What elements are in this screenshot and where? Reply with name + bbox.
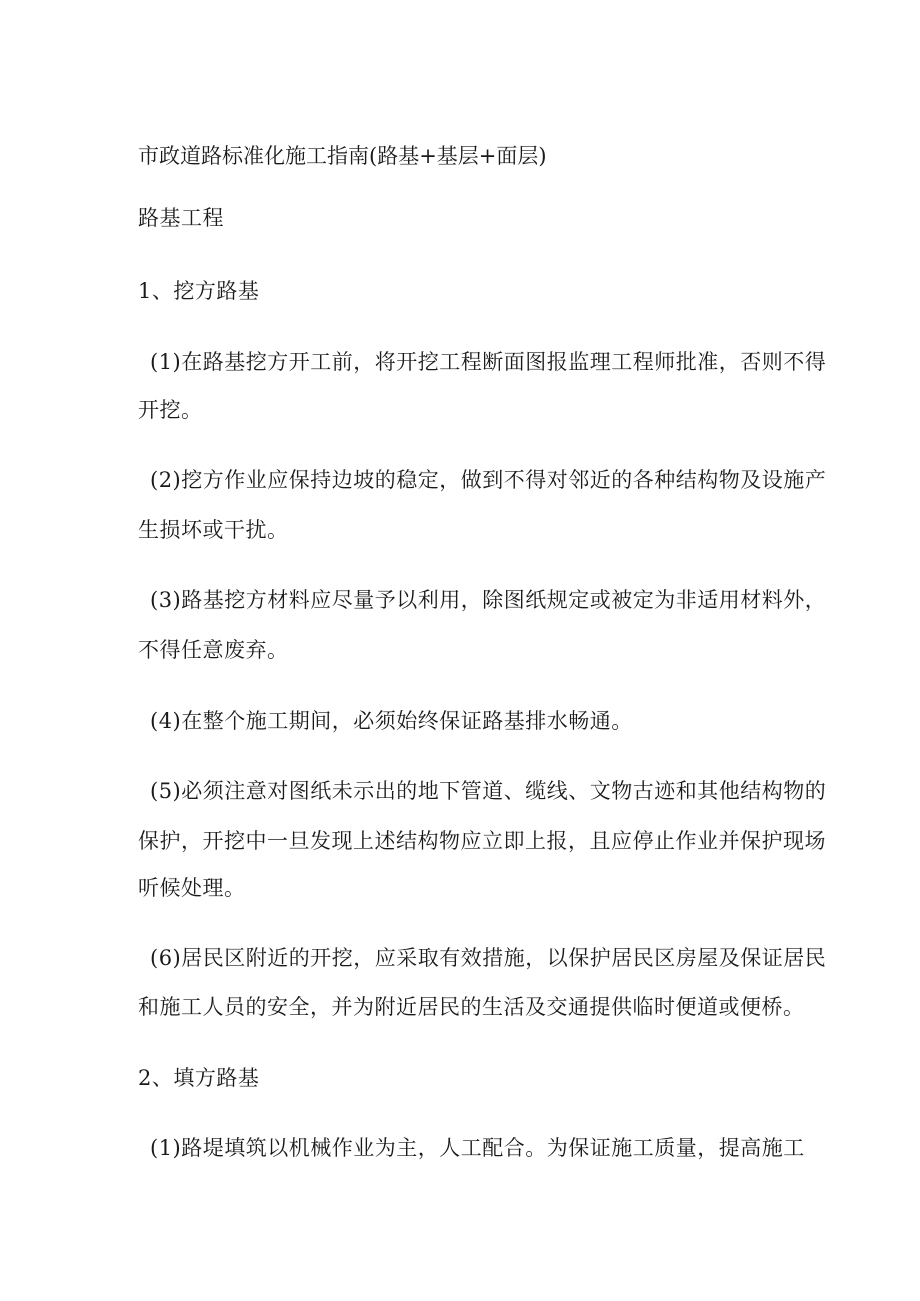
paragraph-6-line-2: 和施工人员的安全，并为附近居民的生活及交通提供临时便道或便桥。 xyxy=(138,995,805,1019)
subsection-heading-1: 1、挖方路基 xyxy=(138,279,260,303)
paragraph-1-line-1: (1)在路基挖方开工前，将开挖工程断面图报监理工程师批准，否则不得 xyxy=(150,350,827,374)
paragraph-6-line-1: (6)居民区附近的开挖，应采取有效措施，以保护居民区房屋及保证居民 xyxy=(150,946,827,970)
paragraph-2-line-1: (2)挖方作业应保持边坡的稳定，做到不得对邻近的各种结构物及设施产 xyxy=(150,468,827,492)
paragraph-3-line-2: 不得任意废弃。 xyxy=(138,638,289,662)
paragraph-5-line-3: 听候处理。 xyxy=(138,876,246,900)
paragraph-7-line-1: (1)路堤填筑以机械作业为主，人工配合。为保证施工质量，提高施工 xyxy=(150,1136,805,1160)
paragraph-3-line-1: (3)路基挖方材料应尽量予以利用，除图纸规定或被定为非适用材料外， xyxy=(150,588,827,612)
paragraph-2-line-2: 生损坏或干扰。 xyxy=(138,518,289,542)
subsection-heading-2: 2、填方路基 xyxy=(138,1066,260,1090)
paragraph-1-line-2: 开挖。 xyxy=(138,398,203,422)
document-title: 市政道路标准化施工指南(路基+基层+面层) xyxy=(138,144,547,168)
paragraph-5-line-1: (5)必须注意对图纸未示出的地下管道、缆线、文物古迹和其他结构物的 xyxy=(150,779,827,803)
paragraph-4-line-1: (4)在整个施工期间，必须始终保证路基排水畅通。 xyxy=(150,709,633,733)
section-title: 路基工程 xyxy=(138,206,224,230)
paragraph-5-line-2: 保护，开挖中一旦发现上述结构物应立即上报，且应停止作业并保护现场 xyxy=(138,829,826,853)
